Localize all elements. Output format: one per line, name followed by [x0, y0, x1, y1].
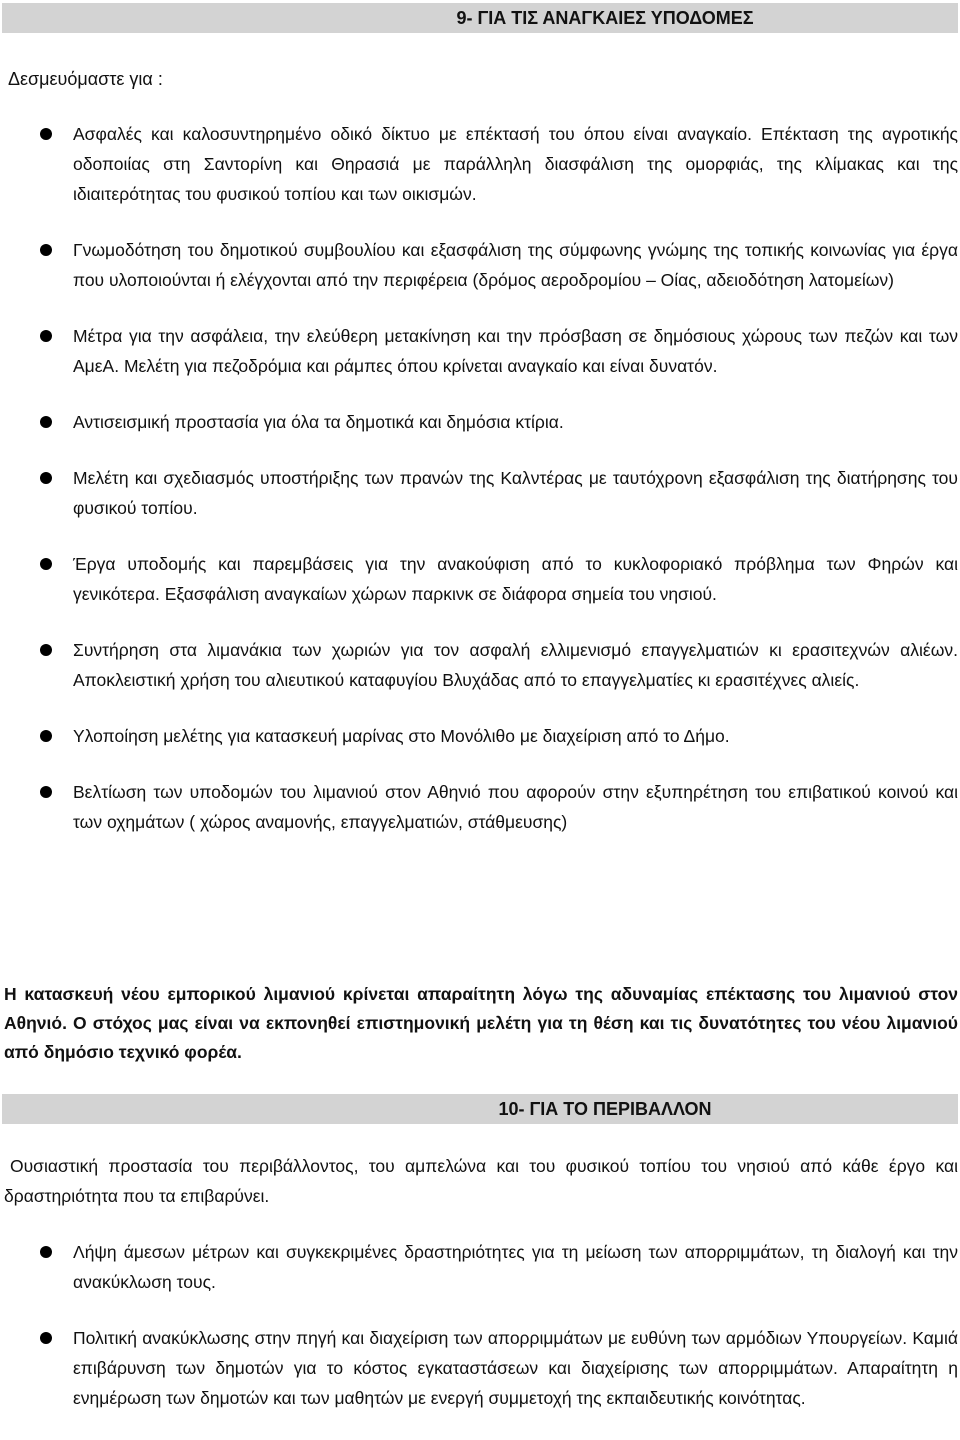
bullet-icon: [40, 244, 52, 256]
section-10-heading: 10- ΓΙΑ ΤΟ ΠΕΡΙΒΑΛΛΟΝ: [498, 1099, 712, 1119]
list-item: [0, 635, 960, 695]
bullet-icon: [40, 786, 52, 798]
list-item: [0, 321, 960, 381]
list-item-text: Υλοποίηση μελέτης για κατασκευή μαρίνας στο Μονόλιθο με διαχείριση από το Δήμο.: [73, 726, 730, 746]
list-item: [0, 1237, 960, 1297]
list-item-text: Μελέτη και σχεδιασμός υποστήριξης των πρανών της Καλντέρας με ταυτόχρονη εξασφάλιση της διατήρησης του φυσικού τοπίου.: [73, 468, 958, 518]
bullet-icon: [40, 558, 52, 570]
list-item-text: Βελτίωση των υποδομών του λιμανιού στον Αθηνιό που αφορούν στην εξυπηρέτηση του επιβατικού κοινού και των οχημάτων ( χώρος αναμονής, επαγγελματιών, στάθμευσης): [73, 782, 958, 832]
bullet-icon: [40, 472, 52, 484]
list-item: [0, 549, 960, 609]
list-item-text: Γνωμοδότηση του δημοτικού συμβουλίου και εξασφάλιση της σύμφωνης γνώμης της τοπικής κοινωνίας για έργα που υλοποιούνται ή ελέγχονται από την περιφέρεια (δρόμος αεροδρομίου – Οίας, αδειοδότηση λατομείων): [73, 240, 958, 290]
section-10-heading-bar: [2, 1094, 958, 1124]
bullet-icon: [40, 1246, 52, 1258]
list-item: [0, 407, 960, 437]
list-item: [0, 1323, 960, 1413]
bullet-icon: [40, 644, 52, 656]
list-item-text: Ασφαλές και καλοσυντηρημένο οδικό δίκτυο με επέκτασή του όπου είναι αναγκαίο. Επέκταση της αγροτικής οδοποιίας στη Σαντορίνη και Θηρασιά με παράλληλη διασφάλιση της ομορφιάς, της κλίμακας και της ιδιαιτερότητας του φυσικού τοπίου και των οικισμών.: [73, 124, 958, 204]
bullet-icon: [40, 330, 52, 342]
section-10-intro: Ουσιαστική προστασία του περιβάλλοντος, του αμπελώνα και του φυσικού τοπίου του νησιού από κάθε έργο και δραστηριότητα που τα επιβαρύνει.: [4, 1156, 958, 1206]
section-9-heading: 9- ΓΙΑ ΤΙΣ ΑΝΑΓΚΑΙΕΣ ΥΠΟΔΟΜΕΣ: [456, 8, 754, 28]
section-9-intro: Δεσμευόμαστε για :: [8, 69, 163, 89]
list-item: [0, 721, 960, 751]
bullet-icon: [40, 128, 52, 140]
section-9-heading-bar: [2, 3, 958, 33]
list-item-text: Πολιτική ανακύκλωσης στην πηγή και διαχείριση των απορριμμάτων με ευθύνη των αρμόδιων Υπουργείων. Καμιά επιβάρυνση των δημοτών για το κόστος εγκαταστάσεων και διαχείρισης των απορριμμάτων. Απαραίτητη η ενημέρωση των δημοτών και των μαθητών με ενεργή συμμετοχή της εκπαιδευτικής κοινότητας.: [73, 1328, 958, 1408]
section-9-bullet-list: [0, 119, 960, 837]
list-item: [0, 777, 960, 837]
section-10-bullet-list: [0, 1237, 960, 1413]
bullet-icon: [40, 730, 52, 742]
list-item-text: Αντισεισμική προστασία για όλα τα δημοτικά και δημόσια κτίρια.: [73, 412, 564, 432]
bullet-icon: [40, 416, 52, 428]
list-item-text: Λήψη άμεσων μέτρων και συγκεκριμένες δραστηριότητες για τη μείωση των απορριμμάτων, τη διαλογή και την ανακύκλωση τους.: [73, 1242, 958, 1292]
list-item: [0, 119, 960, 209]
list-item: [0, 235, 960, 295]
list-item-text: Έργα υποδομής και παρεμβάσεις για την ανακούφιση από το κυκλοφοριακό πρόβλημα των Φηρών και γενικότερα. Εξασφάλιση αναγκαίων χώρων παρκινκ σε διάφορα σημεία του νησιού.: [73, 554, 958, 604]
bullet-icon: [40, 1332, 52, 1344]
list-item-text: Συντήρηση στα λιμανάκια των χωριών για τον ασφαλή ελλιμενισμό επαγγελματιών κι ερασιτεχνών αλιέων. Αποκλειστική χρήση του αλιευτικού καταφυγίου Βλυχάδας από το επαγγελματίες κι ερασιτέχνες αλιείς.: [73, 640, 958, 690]
list-item: [0, 463, 960, 523]
section-9-closing-statement: Η κατασκευή νέου εμπορικού λιμανιού κρίνεται απαραίτητη λόγω της αδυναμίας επέκτασης του λιμανιού στον Αθηνιό. Ο στόχος μας είναι να εκπονηθεί επιστημονική μελέτη για τη θέση και τις δυνατότητες του νέου λιμανιού από δημόσιο τεχνικό φορέα.: [4, 984, 958, 1062]
list-item-text: Μέτρα για την ασφάλεια, την ελεύθερη μετακίνηση και την πρόσβαση σε δημόσιους χώρους των πεζών και των ΑμεΑ. Μελέτη για πεζοδρόμια και ράμπες όπου κρίνεται αναγκαίο και είναι δυνατόν.: [73, 326, 958, 376]
